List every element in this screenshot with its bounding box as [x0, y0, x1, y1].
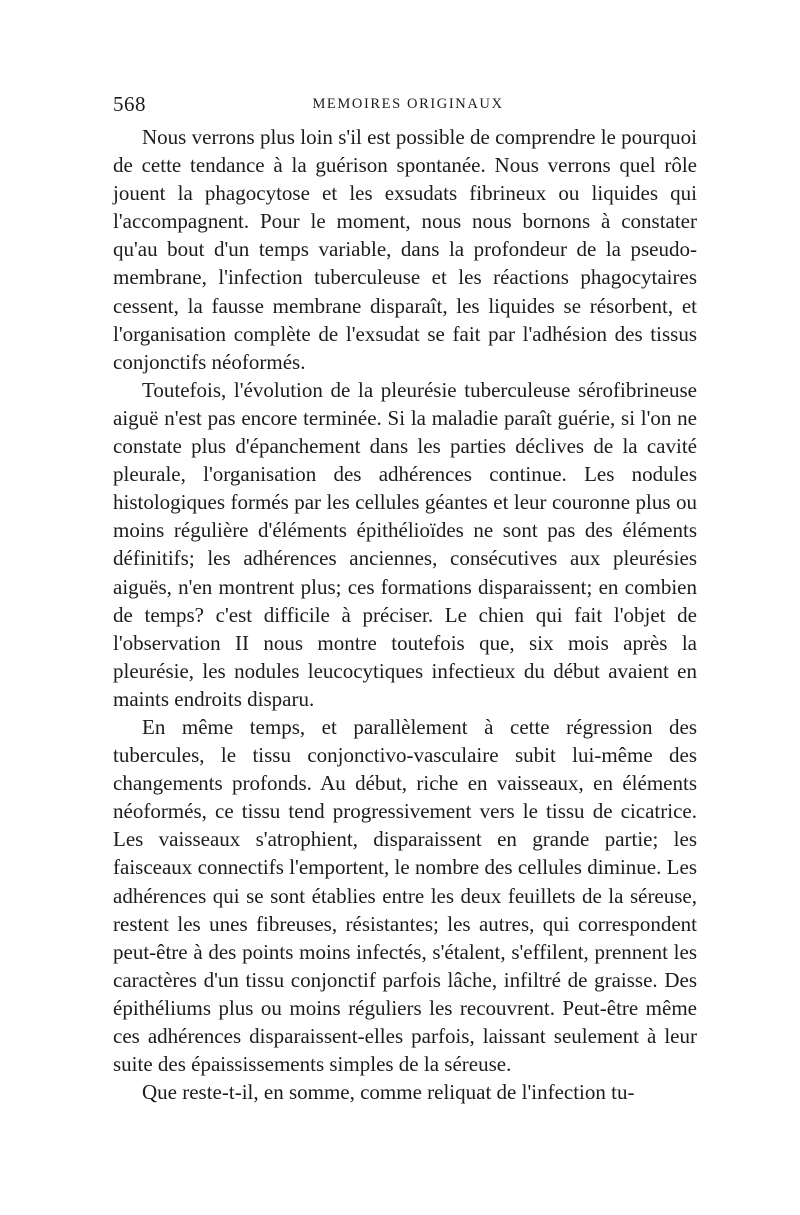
paragraph: Toutefois, l'évolution de la pleurésie tuberculeuse sérofibrineuse aiguë n'est pas encore terminée. Si la maladie paraît guérie, si l'on ne constate plus d'épanchement dans les parties déclives de la cavité pleurale, l'organisation des adhérences continue. Les nodules histologiques formés par les cellules géantes et leur couronne plus ou moins régulière d'éléments épithélioïdes ne sont pas des éléments définitifs; les adhérences anciennes, consécutives aux pleurésies aiguës, n'en montrent plus; ces formations disparaissent; en combien de temps? c'est difficile à préciser. Le chien qui fait l'objet de l'observation II nous montre toutefois que, six mois après la pleurésie, les nodules leucocytiques infectieux du début avaient en maints endroits disparu. — [113, 377, 697, 711]
paragraph: En même temps, et parallèlement à cette régression des tubercules, le tissu conjonctivo-vasculaire subit lui-même des changements profonds. Au début, riche en vaisseaux, en éléments néoformés, ce tissu tend progressivement vers le tissu de cicatrice. Les vaisseaux s'atrophient, disparaissent en grande partie; les faisceaux connectifs l'emportent, le nombre des cellules diminue. Les adhérences qui se sont établies entre les deux feuillets de la séreuse, restent les unes fibreuses, résistantes; les autres, qui correspondent peut-être à des points moins infectés, s'étalent, s'effilent, prennent les caractères d'un tissu conjonctif parfois lâche, infiltré de graisse. Des épithéliums plus ou moins réguliers les recouvrent. Peut-être même ces adhérences disparaissent-elles parfois, laissant seulement à leur suite des épaississements simples de la séreuse. — [113, 714, 697, 1077]
paragraph: Nous verrons plus loin s'il est possible de comprendre le pourquoi de cette tendance à la guérison spontanée. Nous verrons quel rôle jouent la phagocytose et les exsudats fibrineux ou liquides qui l'accompagnent. Pour le moment, nous nous bornons à constater qu'au bout d'un temps variable, dans la profondeur de la pseudo-membrane, l'infection tuberculeuse et les réactions phagocytaires cessent, la fausse membrane disparaît, les liquides se résorbent, et l'organisation complète de l'exsudat se fait par l'adhésion des tissus conjonctifs néoformés. — [113, 125, 697, 374]
body-text — [113, 123, 697, 1106]
page-number: 568 — [113, 92, 146, 116]
running-title: MEMOIRES ORIGINAUX — [312, 96, 504, 112]
running-header — [113, 92, 703, 122]
paragraph: Que reste-t-il, en somme, comme reliquat de l'infection tu- — [142, 1080, 635, 1105]
